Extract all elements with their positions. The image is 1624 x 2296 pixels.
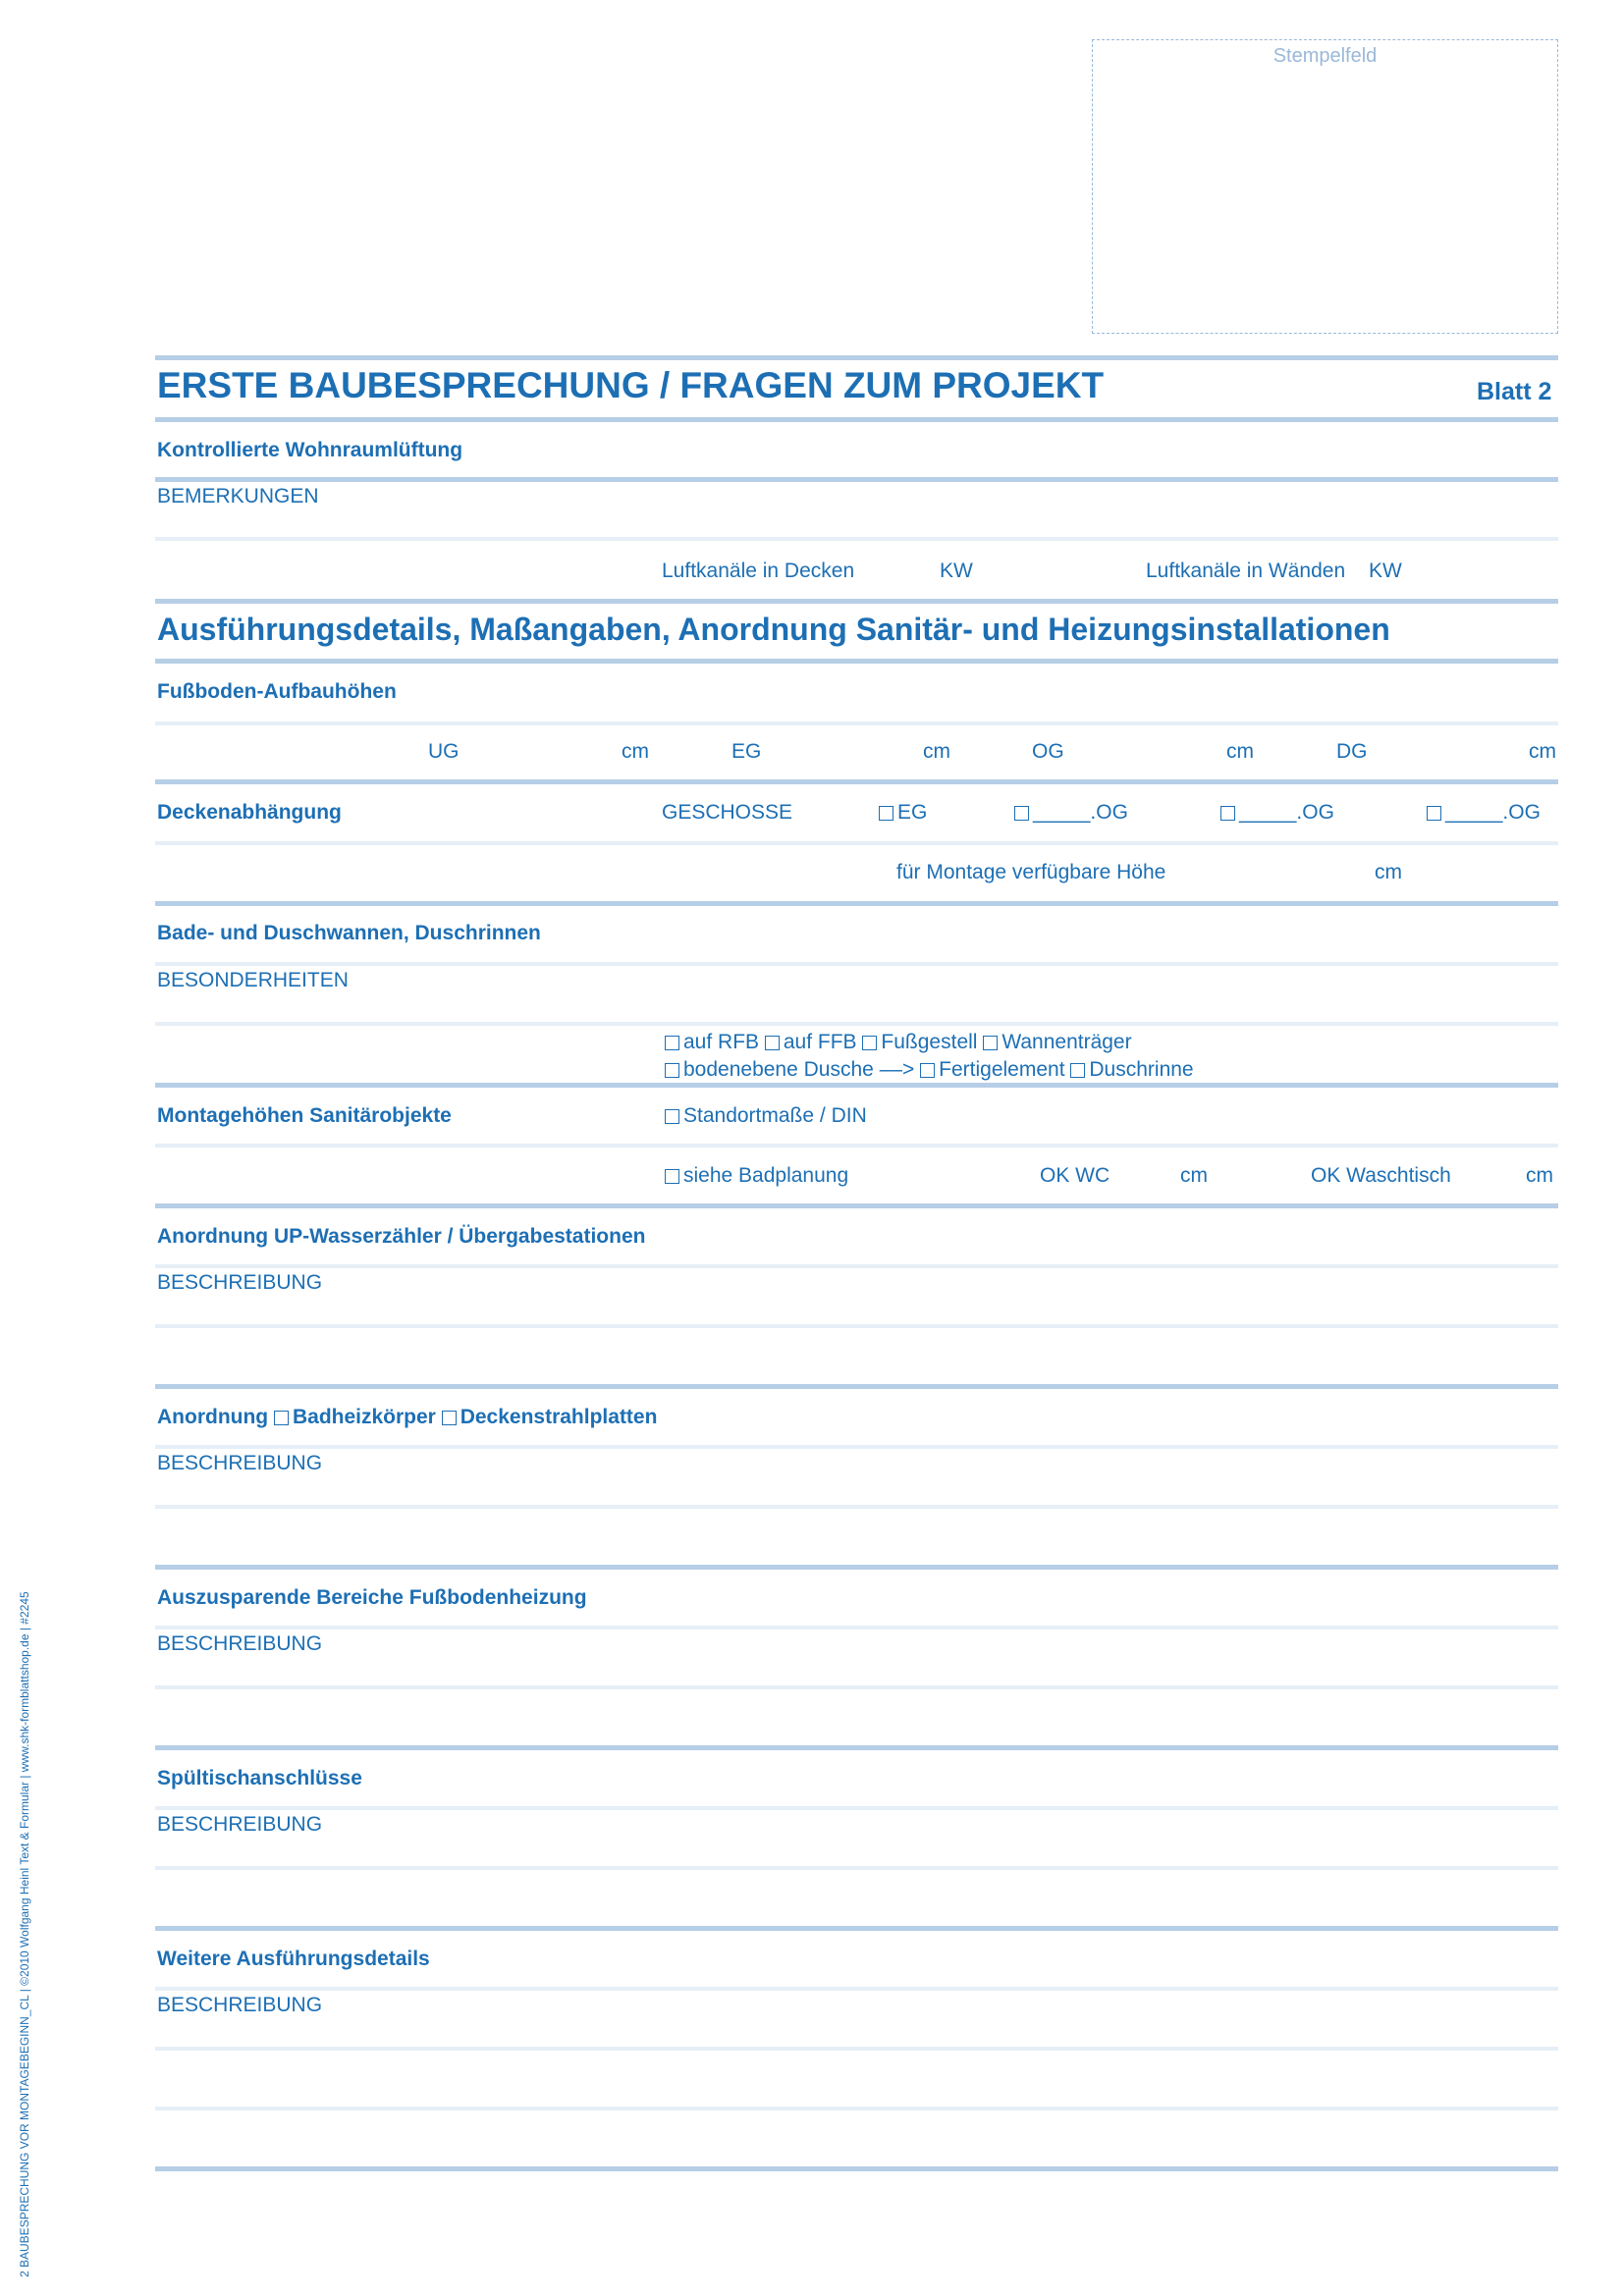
checkbox-icon[interactable]: [442, 1411, 457, 1425]
tub-options-row-1: [665, 1031, 1132, 1054]
unit-cm: cm: [1375, 861, 1402, 883]
floor-ug-label: UG: [428, 740, 460, 763]
unit-cm: cm: [923, 740, 950, 763]
description-label: BESCHREIBUNG: [157, 1271, 323, 1294]
checkbox-icon[interactable]: [274, 1411, 289, 1425]
checkbox-standard[interactable]: Standortmaße / DIN: [665, 1104, 867, 1128]
page-title: ERSTE BAUBESPRECHUNG / FRAGEN ZUM PROJEKT: [157, 365, 1105, 405]
checkbox-icon[interactable]: [665, 1063, 679, 1078]
section-title-heater: Anordnung Badheizkörper Deckenstrahlplatten: [157, 1406, 658, 1428]
ok-wc-label: OK WC: [1040, 1164, 1110, 1187]
divider: [155, 477, 1558, 482]
section-title-underfloor: Auszusparende Bereiche Fußbodenheizung: [157, 1586, 587, 1609]
checkbox-eg[interactable]: EG: [879, 801, 927, 825]
divider: [155, 1203, 1558, 1208]
checkbox-icon[interactable]: [1014, 806, 1029, 821]
write-line[interactable]: [155, 1022, 1558, 1026]
side-footer-text: 2 BAUBESPRECHUNG VOR MONTAGEBEGINN_CL | ©2010 Wolfgang Heinl Text & Formular | www.shk-formblattshop.de | #2245: [18, 1591, 31, 2277]
section-title-tubs: Bade- und Duschwannen, Duschrinnen: [157, 922, 541, 944]
write-line: [155, 1445, 1558, 1449]
write-line: [155, 1626, 1558, 1629]
section-title-further: Weitere Ausführungsdetails: [157, 1948, 430, 1970]
ducts-ceiling-label: Luftkanäle in Decken: [662, 560, 855, 582]
checkbox-icon[interactable]: [879, 806, 893, 821]
section-title-water-meter: Anordnung UP-Wasserzähler / Übergabestationen: [157, 1225, 646, 1248]
divider: [155, 1083, 1558, 1088]
checkbox-icon[interactable]: [862, 1036, 877, 1050]
checkbox-icon[interactable]: [765, 1036, 780, 1050]
divider: [155, 1565, 1558, 1570]
write-line: [155, 1806, 1558, 1810]
section-title-ventilation: Kontrollierte Wohnraumlüftung: [157, 439, 463, 461]
checkbox-icon[interactable]: [1427, 806, 1441, 821]
divider: [155, 2166, 1558, 2171]
floor-eg-label: EG: [731, 740, 762, 763]
checkbox-og-3[interactable]: _____.OG: [1427, 801, 1541, 825]
kw-label: KW: [940, 560, 973, 582]
write-line[interactable]: [155, 2047, 1558, 2051]
main-heading: Ausführungsdetails, Maßangaben, Anordnung Sanitär- und Heizungsinstallationen: [157, 612, 1390, 647]
description-label: BESCHREIBUNG: [157, 1813, 323, 1836]
checkbox-icon[interactable]: [665, 1169, 679, 1184]
checkbox-tub-support[interactable]: Wannenträger: [983, 1031, 1131, 1053]
checkbox-icon[interactable]: [983, 1036, 998, 1050]
divider: [155, 1926, 1558, 1931]
checkbox-icon[interactable]: [665, 1036, 679, 1050]
sheet-number: Blatt 2: [1477, 378, 1552, 405]
remarks-label: BEMERKUNGEN: [157, 485, 319, 507]
description-label: BESCHREIBUNG: [157, 1452, 323, 1474]
divider: [155, 417, 1558, 422]
checkbox-icon[interactable]: [1220, 806, 1235, 821]
write-line: [155, 1264, 1558, 1268]
section-title-ceiling: Deckenabhängung: [157, 801, 342, 824]
stamp-label: Stempelfeld: [1272, 45, 1378, 67]
write-line: [155, 841, 1558, 845]
divider: [155, 599, 1558, 604]
divider: [155, 659, 1558, 664]
section-title-sink: Spültischanschlüsse: [157, 1767, 362, 1789]
write-line[interactable]: [155, 2107, 1558, 2110]
divider: [155, 901, 1558, 906]
ducts-walls-label: Luftkanäle in Wänden: [1146, 560, 1346, 582]
write-line: [155, 721, 1558, 725]
write-line: [155, 962, 1558, 966]
specials-label: BESONDERHEITEN: [157, 969, 349, 991]
kw-label: KW: [1369, 560, 1402, 582]
arrow-label: ––>: [879, 1058, 915, 1081]
description-label: BESCHREIBUNG: [157, 1632, 323, 1655]
divider: [155, 1745, 1558, 1750]
divider: [155, 779, 1558, 784]
write-line[interactable]: [155, 537, 1558, 541]
divider: [155, 1384, 1558, 1389]
checkbox-base[interactable]: Fußgestell: [862, 1031, 977, 1053]
checkbox-floor-shower[interactable]: bodenebene Dusche: [665, 1058, 874, 1081]
checkbox-drain[interactable]: Duschrinne: [1070, 1058, 1193, 1081]
checkbox-icon[interactable]: [665, 1109, 679, 1124]
write-line[interactable]: [155, 1685, 1558, 1689]
checkbox-ceiling-panels[interactable]: Deckenstrahlplatten: [442, 1406, 658, 1428]
floors-label: GESCHOSSE: [662, 801, 793, 824]
divider: [155, 355, 1558, 360]
floor-og-label: OG: [1032, 740, 1064, 763]
section-title-floor-heights: Fußboden-Aufbauhöhen: [157, 680, 397, 703]
section-title-mounting: Montagehöhen Sanitärobjekte: [157, 1104, 452, 1127]
unit-cm: cm: [1529, 740, 1556, 763]
unit-cm: cm: [622, 740, 649, 763]
write-line[interactable]: [155, 1324, 1558, 1328]
checkbox-ffb[interactable]: auf FFB: [765, 1031, 857, 1053]
checkbox-og-2[interactable]: _____.OG: [1220, 801, 1334, 825]
write-line: [155, 1144, 1558, 1148]
checkbox-rfb[interactable]: auf RFB: [665, 1031, 759, 1053]
description-label: BESCHREIBUNG: [157, 1994, 323, 2016]
checkbox-bath-plan[interactable]: siehe Badplanung: [665, 1164, 848, 1188]
ok-basin-label: OK Waschtisch: [1311, 1164, 1451, 1187]
unit-cm: cm: [1226, 740, 1254, 763]
write-line[interactable]: [155, 1505, 1558, 1509]
unit-cm: cm: [1526, 1164, 1553, 1187]
unit-cm: cm: [1180, 1164, 1208, 1187]
write-line[interactable]: [155, 1866, 1558, 1870]
available-height-label: für Montage verfügbare Höhe: [896, 861, 1166, 883]
checkbox-icon[interactable]: [920, 1063, 935, 1078]
floor-dg-label: DG: [1336, 740, 1368, 763]
stamp-field: [1092, 39, 1558, 334]
checkbox-og-1[interactable]: _____.OG: [1014, 801, 1128, 825]
tub-options-row-2: [665, 1058, 1194, 1082]
checkbox-prefab[interactable]: Fertigelement: [920, 1058, 1064, 1081]
checkbox-icon[interactable]: [1070, 1063, 1085, 1078]
write-line: [155, 1987, 1558, 1991]
checkbox-bath-heater[interactable]: Badheizkörper: [274, 1406, 436, 1428]
